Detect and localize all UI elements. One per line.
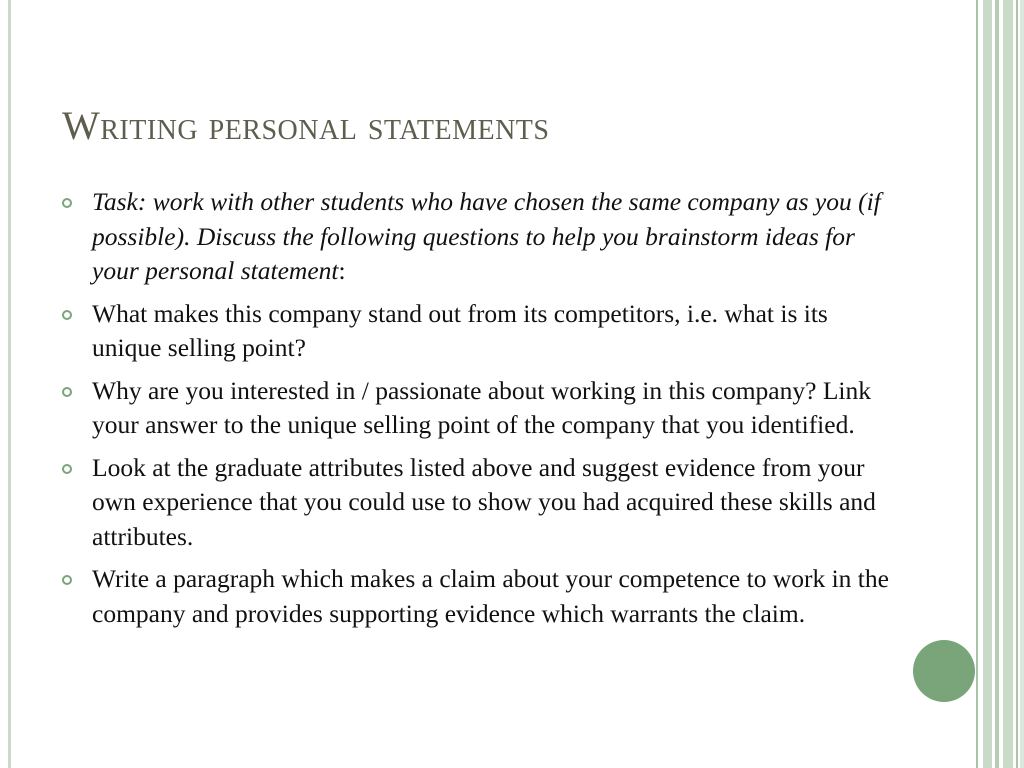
- stripe: [983, 0, 992, 768]
- bullet-circle-icon: [62, 464, 72, 474]
- slide-left-border: [8, 0, 11, 768]
- bullet-suffix: :: [338, 256, 346, 285]
- bullet-text: Look at the graduate attributes listed above and suggest evidence from your own experience that you could use to show you had acquired these skills and attributes.: [92, 452, 876, 551]
- stripe: [1016, 0, 1018, 768]
- bullet-text: Write a paragraph which makes a claim about your competence to work in the company and provides supporting evidence which warrants the claim.: [92, 564, 889, 628]
- bullet-circle-icon: [62, 310, 72, 320]
- bullet-text: Why are you interested in / passionate about working in this company? Link your answer to the unique selling point of the company that you identified.: [92, 375, 871, 439]
- bullet-list: [62, 185, 892, 639]
- bullet-item: [62, 451, 892, 555]
- slide-title: Writing personal statements: [62, 103, 550, 148]
- bullet-circle-icon: [62, 387, 72, 397]
- bullet-text: What makes this company stand out from its competitors, i.e. what is its unique selling point?: [92, 298, 828, 362]
- stripe: [995, 0, 999, 768]
- bullet-item: [62, 185, 892, 289]
- bullet-circle-icon: [62, 575, 72, 585]
- bullet-text: Task: work with other students who have chosen the same company as you (if possible). Discuss the following questions to help you brainstorm ideas for your personal statement: [92, 187, 881, 285]
- slide-right-stripes: [976, 0, 1024, 768]
- bullet-item: [62, 562, 892, 631]
- bullet-item: [62, 374, 892, 443]
- stripe: [1003, 0, 1013, 768]
- bullet-circle-icon: [62, 198, 72, 208]
- stripe: [1020, 0, 1024, 768]
- stripe: [976, 0, 978, 768]
- bullet-item: [62, 297, 892, 366]
- decorative-circle-icon: [913, 640, 975, 702]
